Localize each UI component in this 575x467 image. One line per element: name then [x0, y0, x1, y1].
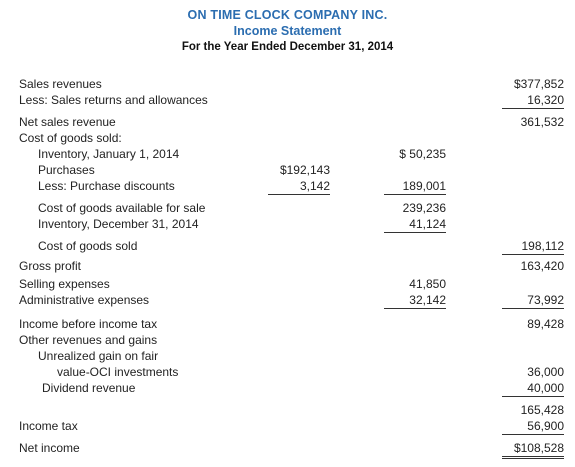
row-label: Dividend revenue [42, 381, 136, 395]
amount: $ 50,235 [399, 147, 446, 161]
row-label: Sales revenues [19, 77, 102, 91]
row-label: Unrealized gain on fair [38, 349, 159, 363]
amount: 3,142 [268, 179, 330, 195]
row-label: Gross profit [19, 259, 82, 273]
row-label: Cost of goods sold [38, 239, 138, 253]
amount: 73,992 [502, 293, 564, 309]
row-oci-investments [0, 365, 575, 380]
amount: 189,001 [384, 179, 446, 195]
amount: $377,852 [513, 77, 564, 91]
row-net-income [0, 441, 575, 456]
amount: 361,532 [520, 115, 564, 129]
row-inventory-dec [0, 217, 575, 232]
row-label: Other revenues and gains [19, 333, 158, 347]
statement-period: For the Year Ended December 31, 2014 [181, 41, 394, 53]
row-label: Administrative expenses [19, 293, 150, 307]
row-label: Less: Purchase discounts [38, 179, 175, 193]
row-admin-expenses [0, 293, 575, 308]
amount: 56,900 [502, 419, 564, 435]
row-subtotal [0, 403, 575, 418]
row-net-sales [0, 115, 575, 130]
amount: 36,000 [527, 365, 564, 379]
row-sales-returns [0, 93, 575, 108]
row-label: Net income [19, 441, 80, 455]
row-unrealized-gain [0, 349, 575, 364]
row-dividend-revenue [0, 381, 575, 396]
row-income-before-tax [0, 317, 575, 332]
amount: 89,428 [527, 317, 564, 331]
row-label: Income tax [19, 419, 78, 433]
row-label: Income before income tax [19, 317, 158, 331]
amount: 165,428 [520, 403, 564, 417]
amount: 32,142 [384, 293, 446, 309]
row-income-tax [0, 419, 575, 434]
row-inventory-jan [0, 147, 575, 162]
row-gross-profit [0, 259, 575, 274]
row-sales-revenues [0, 77, 575, 92]
amount: 163,420 [520, 259, 564, 273]
row-label: Inventory, January 1, 2014 [38, 147, 180, 161]
amount: 41,124 [384, 217, 446, 233]
row-label: Cost of goods available for sale [38, 201, 206, 215]
amount: 41,850 [409, 277, 446, 291]
row-label: Less: Sales returns and allowances [19, 93, 208, 107]
row-other-revenues [0, 333, 575, 348]
statement-title: Income Statement [233, 24, 342, 38]
row-label: Inventory, December 31, 2014 [38, 217, 199, 231]
row-label: Selling expenses [19, 277, 110, 291]
amount: $192,143 [279, 163, 330, 177]
row-label: Net sales revenue [19, 115, 116, 129]
row-label: Purchases [38, 163, 95, 177]
amount: $108,528 [502, 441, 564, 459]
amount: 40,000 [502, 381, 564, 397]
row-label: Cost of goods sold: [19, 131, 122, 145]
amount: 239,236 [402, 201, 446, 215]
row-label: value-OCI investments [57, 365, 179, 379]
row-goods-available [0, 201, 575, 216]
row-purchases [0, 163, 575, 178]
row-selling-expenses [0, 277, 575, 292]
company-name: ON TIME CLOCK COMPANY INC. [187, 8, 388, 22]
row-purchase-discounts [0, 179, 575, 194]
row-cogs-header [0, 131, 575, 146]
amount: 16,320 [502, 93, 564, 109]
row-cogs [0, 239, 575, 254]
amount: 198,112 [502, 239, 564, 255]
